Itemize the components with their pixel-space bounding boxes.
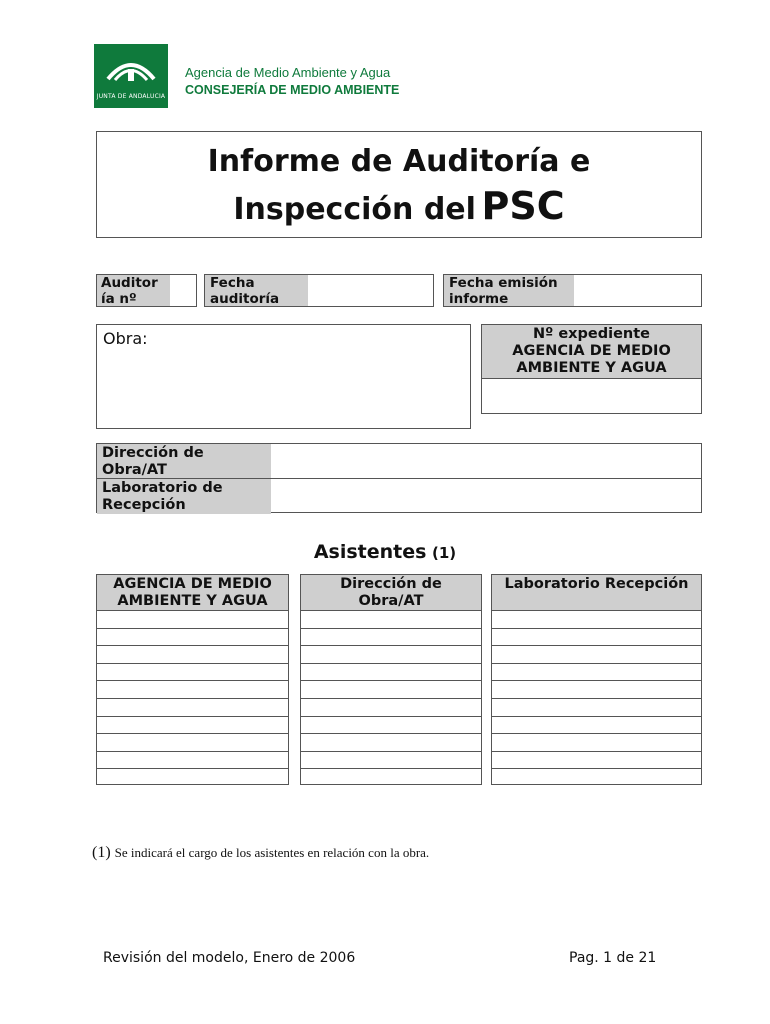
footnote-text: Se indicará el cargo de los asistentes en relación con la obra. <box>114 845 430 860</box>
title-main: Inspección del <box>233 192 476 227</box>
asistentes-direccion-table <box>300 574 482 785</box>
fecha-auditoria-label: Fecha auditoría <box>205 275 308 306</box>
attendee-row-line <box>301 645 481 646</box>
attendee-row-line <box>97 680 288 681</box>
column-header: Laboratorio Recepción <box>492 575 701 611</box>
attendee-row-line <box>492 751 701 752</box>
expediente-box <box>481 324 702 414</box>
attendee-row-line <box>301 698 481 699</box>
title-psc: PSC <box>481 184 565 228</box>
attendee-row-line <box>301 768 481 769</box>
attendee-row-line <box>492 680 701 681</box>
attendee-row-line <box>97 716 288 717</box>
laboratorio-label: Laboratorio de Recepción <box>97 479 271 514</box>
attendee-row-line <box>492 645 701 646</box>
auditoria-label: Auditor ía nº <box>97 275 170 306</box>
agency-name: Agencia de Medio Ambiente y Agua <box>185 65 391 80</box>
fecha-auditoria-field <box>204 274 434 307</box>
attendee-row-line <box>492 768 701 769</box>
attendee-row-line <box>301 751 481 752</box>
asistentes-title: Asistentes (1) <box>313 541 457 563</box>
attendee-row-line <box>97 751 288 752</box>
fecha-emision-field <box>443 274 702 307</box>
obra-label: Obra: <box>103 329 148 348</box>
attendee-row-line <box>492 733 701 734</box>
footnote-number: (1) <box>92 844 111 861</box>
attendee-row-line <box>492 716 701 717</box>
revision-text: Revisión del modelo, Enero de 2006 <box>103 950 356 966</box>
expediente-header: Nº expediente AGENCIA DE MEDIO AMBIENTE Y AGUA <box>482 325 701 379</box>
laboratorio-row <box>97 479 701 514</box>
attendee-row-line <box>492 698 701 699</box>
attendee-row-line <box>97 768 288 769</box>
column-header: AGENCIA DE MEDIO AMBIENTE Y AGUA <box>97 575 288 611</box>
title-box <box>96 131 702 238</box>
attendee-row-line <box>97 663 288 664</box>
logo-arch-icon <box>100 49 162 89</box>
attendee-row-line <box>97 645 288 646</box>
auditoria-field <box>96 274 197 307</box>
asistentes-laboratorio-table <box>491 574 702 785</box>
attendee-row-line <box>97 628 288 629</box>
direccion-laboratorio-table <box>96 443 702 513</box>
attendee-row-line <box>301 628 481 629</box>
title-line-2 <box>97 184 701 236</box>
attendee-row-line <box>301 680 481 681</box>
attendee-row-line <box>301 663 481 664</box>
column-header: Dirección de Obra/AT <box>301 575 481 611</box>
asistentes-agencia-table <box>96 574 289 785</box>
attendee-row-line <box>301 733 481 734</box>
title-line-1: Informe de Auditoría e <box>207 144 591 179</box>
attendee-row-line <box>97 733 288 734</box>
page-number: Pag. 1 de 21 <box>569 950 657 966</box>
junta-logo <box>94 44 168 108</box>
attendee-row-line <box>301 716 481 717</box>
fecha-emision-label: Fecha emisión informe <box>444 275 574 306</box>
obra-box <box>96 324 471 429</box>
department-name: CONSEJERÍA DE MEDIO AMBIENTE <box>185 83 400 97</box>
attendee-row-line <box>492 663 701 664</box>
attendee-row-line <box>492 628 701 629</box>
direccion-label: Dirección de Obra/AT <box>97 444 271 479</box>
attendee-row-line <box>97 698 288 699</box>
direccion-row <box>97 444 701 479</box>
footnote <box>92 844 429 862</box>
logo-text: JUNTA DE ANDALUCÍA <box>96 93 166 100</box>
